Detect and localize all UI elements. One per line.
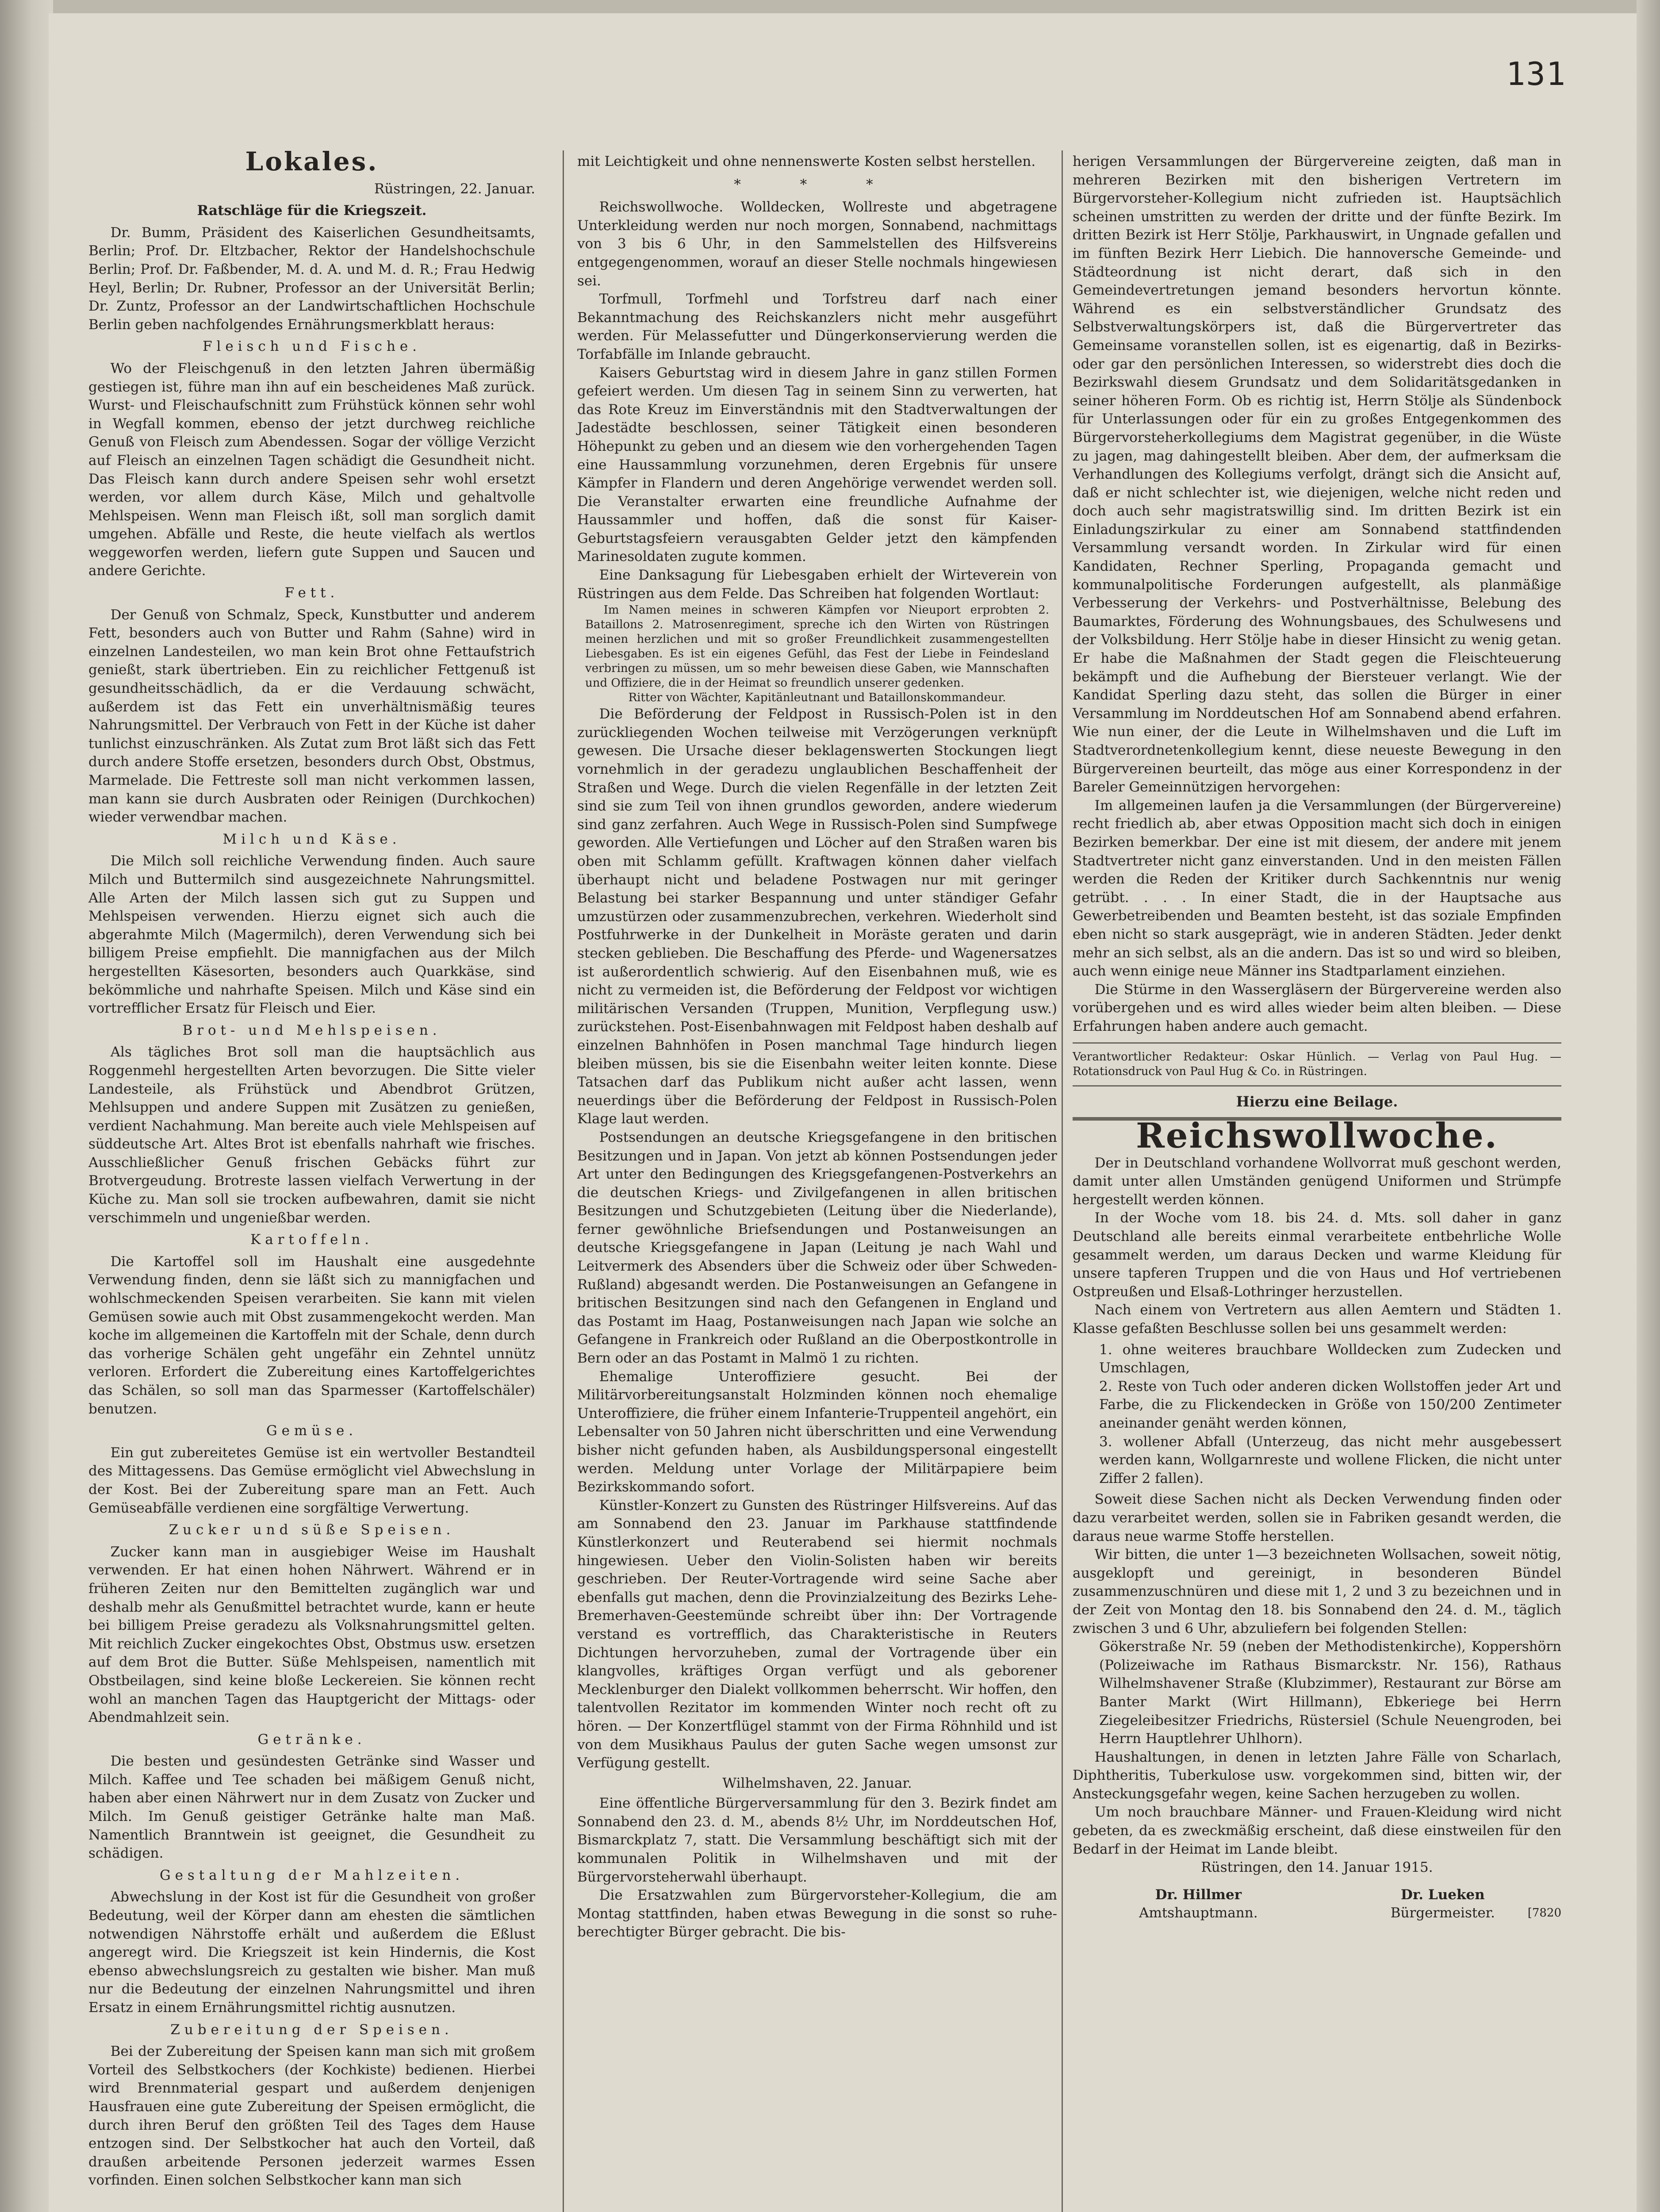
paragraph-fleisch: Wo der Fleischgenuß in den letzten Jahren übermäßig gestiegen ist, führe man ihn auf ein bescheidenes Maß zurück. Wurst- und Fleischaufschnitt zum Frühstück können sehr wohl in Wegfall kommen, ebenso der jetzt durchweg reichliche Genuß von Fleisch zum Abendessen. Sogar der völlige Verzicht auf Fleisch an einzelnen Tagen schädigt die Gesundheit nicht. Das Fleisch kann durch andere Speisen sehr wohl ersetzt werden, vor allem durch Käse, Milch und gehaltvolle Mehlspeisen. Wenn man Fleisch ißt, soll man sorglich damit umgehen. Abfälle und Reste, die heute vielfach als wertlos weggeworfen werden, liefern gute Suppen und Saucen und andere Gerichte.	[88, 360, 535, 579]
paragraph-reichswollwoche: Reichswollwoche. Wolldecken, Wollreste und abgetragene Unterkleidung werden nur noch morgen, Sonnabend, nachmittags von 3 bis 6 Uhr, in den Sammelstellen des Hilfsvereins entgegengenommen, worauf an dieser Stelle nochmals hingewiesen sei.	[577, 199, 1057, 289]
subheading-brot: Brot- und Mehlspeisen.	[182, 1022, 441, 1038]
ad-list-item: 2. Reste von Tuch oder anderen dicken Wollstoffen jeder Art und Farbe, die zu Flickendecken in Größe von 150/200 Zentimeter aneinander genäht werden können,	[1099, 1378, 1561, 1431]
signature-role: Amtshauptmann.	[1139, 1905, 1258, 1921]
ad-paragraph: Nach einem von Vertretern aus allen Aemtern und Städten 1. Klasse gefaßten Beschlusse sollen bei uns gesammelt werden:	[1073, 1302, 1561, 1337]
supplement-note: Hierzu eine Beilage.	[1236, 1093, 1398, 1110]
ad-date: Rüstringen, den 14. Januar 1915.	[1201, 1859, 1433, 1876]
paragraph-kuenstler-konzert: Künstler-Konzert zu Gunsten des Rüstringer Hilfsvereins. Auf das am Sonnabend den 23. Januar im Parkhause stattfindende Künstlerkonzert und Reuterabend sei hiermit nochmals hingewiesen. Ueber den Violin-Solisten haben wir bereits geschrieben. Der Reuter-Vortragende wird seine Sache aber ebenfalls gut machen, denn die Provinzialzeitung des Bezirks Lehe-Bremerhaven-Geestemünde schreibt über ihn: Der Vortragende verstand es vortrefflich, das Charakteristische in Reuters Dichtungen hervorzuheben, zumal der Vortragende über ein klangvolles, kräftiges Organ verfügt und als geborener Mecklenburger den Dialekt vollkommen beherrscht. Wir hoffen, den talentvollen Rezitator im kommenden Winter noch recht oft zu hören. — Der Konzertflügel stammt von der Firma Röhnhild und ist von dem Musikhaus Paulus der guten Sache wegen umsonst zur Verfügung gestellt.	[577, 1497, 1057, 1771]
dateline-wilhelmshaven: Wilhelmshaven, 22. Januar.	[722, 1775, 912, 1791]
ad-paragraph: Haushaltungen, in denen in letzten Jahre Fälle von Scharlach, Diphtheritis, Tuberkulose usw. vorgekommen sind, bitten wir, der Ansteckungsgefahr wegen, keine Sachen herzugeben zu wollen.	[1073, 1749, 1561, 1802]
advertisement	[1073, 1116, 1561, 1923]
page-number: 131	[1506, 55, 1567, 92]
signature-block	[1391, 1886, 1495, 1923]
paragraph-buergerversammlung: Eine öffentliche Bürgerversammlung für den 3. Bezirk findet am Sonnabend den 23. d. M., abends 8½ Uhr, im Norddeutschen Hof, Bismarckplatz 7, statt. Die Versammlung beschäftigt sich mit der kommunalen Politik in Wilhelmshaven und mit der Bürgervorsteherwahl überhaupt.	[577, 1795, 1057, 1885]
section-heading: Lokales.	[245, 146, 379, 177]
signature-block	[1139, 1886, 1258, 1923]
paragraph-brot: Als tägliches Brot soll man die hauptsächlich aus Roggenmehl hergestellten Arten bevorzugen. Die Sitte vieler Landesteile, als Frühstück und Abendbrot Grützen, Mehlsuppen und andere Suppen mit Zusätzen zu genießen, verdient Nachahmung. Man bereite auch viele Mehlspeisen auf süddeutsche Art. Altes Brot ist ebenfalls nahrhaft wie frisches. Ausschließlicher Genuß frischen Gebäcks führt zur Brotvergeudung. Brotreste lassen vielfach Verwertung in der Küche zu. Man soll sie trocken aufbewahren, damit sie nicht verschimmeln und ungenießbar werden.	[88, 1044, 535, 1226]
paragraph-postsendungen: Postsendungen an deutsche Kriegsgefangene in den britischen Besitzungen und in Japan. Von jetzt ab können Postsendungen jeder Art unter den Bedingungen des Kriegsgefangenen-Postverkehrs an die deutschen Kriegs- und Zivilgefangenen in allen britischen Besitzungen und Schutzgebieten (Leitung über die Niederlande), ferner gewöhnliche Briefsendungen und Postanweisungen an deutsche Kriegsgefangene in Japan (Leitung je nach Wahl und Leitvermerk des Absenders über die Schweiz oder über Schweden-Rußland) abgesandt werden. Die Postanweisungen an Gefangene in britischen Besitzungen sind nach den Gefangenen in England und das Postamt im Haag, Postanweisungen nach Japan wie solche an Gefangene in Frankreich oder Rußland an die Oberpostkontrolle in Bern oder an das Postamt in Malmö 1 zu richten.	[577, 1129, 1057, 1367]
subheading-fleisch: Fleisch und Fische.	[203, 338, 421, 355]
paragraph-continued: mit Leichtigkeit und ohne nennenswerte Kosten selbst herstellen.	[577, 154, 1036, 169]
dateline: Rüstringen, 22. Januar.	[374, 180, 535, 197]
signature-name: Dr. Hillmer	[1155, 1886, 1242, 1903]
paragraph-feldpost: Die Beförderung der Feldpost in Russisch-Polen ist in den zurückliegenden Wochen teilweise mit Verzögerungen verknüpft gewesen. Die Ursache dieser beklagenswerten Stockungen liegt vornehmlich in der geradezu unglaublichen Beschaffenheit der Straßen und Wege. Durch die vielen Regenfälle in der letzten Zeit sind sie zum Teil von ihnen grundlos geworden, andere wiederum sind ganz zerfahren. Auch Wege in Russisch-Polen sind Sumpfwege geworden. Alle Vertiefungen und Löcher auf den Straßen waren bis oben mit Schlamm gefüllt. Kraftwagen können daher vielfach überhaupt nicht und beladene Postwagen nur mit geringer Belastung bei starker Bespannung und unter ständiger Gefahr umzustürzen oder zusammenzubrechen, verkehren. Wiederholt sind Postfuhrwerke in der Dunkelheit in Moräste geraten und darin stecken geblieben. Die Beschaffung des Pferde- und Wagenersatzes ist außerordentlich schwierig. Auf den Eisenbahnen muß, wie es nicht zu vermeiden ist, die Beförderung der Feldpost vor wichtigen militärischen Versanden (Truppen, Munition, Verpflegung usw.) zurückstehen. Post-Eisenbahnwagen mit Feldpost haben deshalb auf einzelnen Bahnhöfen in Posen manchmal Tage hindurch liegen bleiben müssen, bis sie die Eisenbahn weiter leiten konnte. Diese Tatsachen darf das Publikum nicht außer acht lassen, wenn neuerdings über die Beförderung der Feldpost in Russisch-Polen Klage laut werden.	[577, 706, 1057, 1127]
imprint: Verantwortlicher Redakteur: Oskar Hünlich. — Verlag von Paul Hug. — Rotationsdruck von Paul Hug & Co. in Rüstringen.	[1073, 1050, 1561, 1078]
paragraph-kartoffeln: Die Kartoffel soll im Haushalt eine ausgedehnte Verwendung finden, denn sie läßt sich zu mannigfachen und wohlschmeckenden Speisen verarbeiten. Sie kann mit vielen Gemüsen sowie auch mit Obst zusammengekocht werden. Man koche im allgemeinen die Kartoffeln mit der Schale, denn durch das vorherige Schälen geht ungefähr ein Zehntel unnütz verloren. Erfordert die Zubereitung eines Kartoffelgerichtes das Schälen, so soll man das Sparmesser (Kartoffelschäler) benutzen.	[88, 1253, 535, 1417]
ad-list	[1099, 1341, 1561, 1488]
ad-paragraph: Der in Deutschland vorhandene Wollvorrat muß geschont werden, damit unter allen Umständen genügend Uniformen und Strümpfe hergestellt werden können.	[1073, 1155, 1561, 1208]
paragraph-kaisers-geburtstag: Kaisers Geburtstag wird in diesem Jahre in ganz stillen Formen gefeiert werden. Um diesen Tag in seinem Sinn zu verwerten, hat das Rote Kreuz im Einverständnis mit den Stadtverwaltungen der Jadestädte beschlossen, seiner Tätigkeit einen besonderen Höhepunkt zu geben und an diesem wie den vorhergehenden Tagen eine Haussammlung vorzunehmen, deren Ergebnis für unsere Kämpfer in Flandern und deren Angehörige verwendet werden soll. Die Veranstalter erwarten eine freundliche Aufnahme der Haussammler und hoffen, daß die sonst für Kaiser-Geburtstagsfeiern verausgabten Gelder jetzt den kämpfenden Marinesoldaten zugute kommen.	[577, 365, 1057, 565]
paragraph-torf: Torfmull, Torfmehl und Torfstreu darf nach einer Bekanntmachung des Reichskanzlers nicht mehr ausgeführt werden. Für Melassefutter und Düngerkonservierung werden die Torfabfälle im Inlande gebraucht.	[577, 291, 1057, 362]
column-rule-1	[563, 150, 564, 2212]
paragraph-milch: Die Milch soll reichliche Verwendung finden. Auch saure Milch und Buttermilch sind ausgezeichnete Nahrungsmittel. Alle Arten der Milch lassen sich gut zu Suppen und Mehlspeisen verwenden. Hierzu eignet sich auch die abgerahmte Milch (Magermilch), deren Verwendung sich bei billigem Preise empfiehlt. Die mannigfachen aus der Milch hergestellten Käsesorten, besonders auch Quarkkäse, sind bekömmliche und nahrhafte Speisen. Milch und Käse sind ein vortrefflicher Ersatz für Fleisch und Eier.	[88, 853, 535, 1017]
subheading-kartoffeln: Kartoffeln.	[250, 1232, 373, 1248]
ad-title: Reichswollwoche.	[1136, 1116, 1498, 1156]
paragraph-continued: herigen Versammlungen der Bürgervereine zeigten, daß man in mehreren Bezirken mit den bisherigen Vertretern im Bürgervorsteher-Kollegium nicht zufrieden ist. Hauptsächlich scheinen umstritten zu werden der dritte und der fünfte Bezirk. Im dritten Bezirk ist Herr Stölje, Parkhauswirt, in Ungnade gefallen und im fünften Bezirk Herr Liebich. Die hannoversche Gemeinde- und Städteordnung ist nicht derart, daß sich in den Gemeindevertretungen jemand besonders hervortun könnte. Während es ein selbstverständlicher Grundsatz des Selbstverwaltungskörpers ist, daß die Bürgervertreter das Gemeinsame voranstellen sollen, ist es eigenartig, daß in Bezirks- oder gar den persönlichen Interessen, so widerstrebt dies doch die Bezirkswahl diesem Grundsatz und dem Solidaritätsgedanken in seiner höheren Form. Ob es richtig ist, Herrn Stölje als Sündenbock für Unterlassungen oder für ein zu großes Entgegenkommen des Bürgervorsteherkollegiums dem Magistrat gegenüber, in die Wüste zu jagen, mag dahingestellt bleiben. Aber dem, der aufmerksam die Verhandlungen des Kollegiums verfolgt, drängt sich die Ansicht auf, daß er nicht schlechter ist, wie diejenigen, welche nicht reden und doch auch sehr magistratswillig sind. Im dritten Bezirk ist ein Einladungszirkular zu einer am Sonnabend stattfindenden Versammlung versandt worden. In Zirkular wird für einen Kandidaten, Rechner Sperling, Propaganda gemacht und kommunalpolitische Forderungen aufgestellt, als planmäßige Verbesserung der Verkehrs- und Postverhältnisse, Belebung des Baumarktes, Förderung des Wohnungsbaues, des Schulwesens und der Volksbildung. Herr Stölje habe in dieser Hinsicht zu wenig getan. Er habe die Maßnahmen der Stadt gegen die Fleischteuerung bekämpft und die Aufhebung der Biersteuer verlangt. Wie der Kandidat Sperling dazu steht, das sollen die Bürger in einer Versammlung im Norddeutschen Hof am Sonnabend abend erfahren. Wie nun einer, der die Leute in Wilhelmshaven und die Luft im Stadtverordnetenkollegium kennt, diese neueste Bewegung in den Bürgervereinen beurteilt, das möge aus einer Korrespondenz in der Bareler Gemeinnützigen hervorgehen:	[1073, 154, 1561, 795]
signature-role: Bürgermeister.	[1390, 1905, 1495, 1921]
book-spine	[0, 0, 53, 2212]
subheading-zubereitung: Zubereitung der Speisen.	[170, 2021, 453, 2038]
paragraph-ersatzwahlen: Die Ersatzwahlen zum Bürgervorsteher-Kollegium, die am Montag stattfinden, haben etwas Bewegung in die sonst so ruhe-berechtigter Bürger gebracht. Die bis-	[577, 1887, 1057, 1940]
subheading-fett: Fett.	[284, 585, 339, 601]
ad-paragraph: Soweit diese Sachen nicht als Decken Verwendung finden oder dazu verarbeitet werden, sollen sie in Fabriken gesandt werden, die daraus neue warme Stoffe herstellen.	[1073, 1491, 1561, 1544]
subheading-milch: Milch und Käse.	[222, 831, 401, 847]
divider	[1073, 1085, 1561, 1087]
divider	[1073, 1042, 1561, 1044]
column-3	[1073, 153, 1561, 1923]
column-2	[577, 153, 1057, 1942]
article-intro: Dr. Bumm, Präsident des Kaiserlichen Gesundheitsamts, Berlin; Prof. Dr. Eltzbacher, Rektor der Handelshochschule Berlin; Prof. Dr. Faßbender, M. d. A. und M. d. R.; Frau Hedwig Heyl, Berlin; Dr. Rubner, Professor an der Universität Berlin; Dr. Zuntz, Professor an der Landwirtschaftlichen Hochschule Berlin geben nachfolgendes Ernährungsmerkblatt heraus:	[88, 224, 535, 333]
paragraph-unteroffiziere: Ehemalige Unteroffiziere gesucht. Bei der Militärvorbereitungsanstalt Holzminden können noch ehemalige Unteroffiziere, die früher einem Infanterie-Truppenteil angehört, ein Lebensalter von 50 Jahren nicht überschritten und eine Verwendung bisher nicht gefunden haben, als Ausbildungspersonal eingestellt werden. Meldung unter Vorlage der Militärpapiere beim Bezirkskommando sofort.	[577, 1368, 1057, 1495]
paragraph-stuerme: Die Stürme in den Wassergläsern der Bürgervereine werden also vorübergehen und es wird alles wieder beim alten bleiben. — Diese Erfahrungen haben andere auch gemacht.	[1073, 981, 1561, 1034]
subheading-gestaltung: Gestaltung der Mahlzeiten.	[159, 1867, 464, 1883]
ad-paragraph: In der Woche vom 18. bis 24. d. Mts. soll daher in ganz Deutschland alle bereits einmal verarbeitete entbehrliche Wolle gesammelt werden, um daraus Decken und warme Kleidung für unsere tapferen Truppen und die von Haus und Hof vertriebenen Ostpreußen und Elsaß-Lothringer herzustellen.	[1073, 1210, 1561, 1300]
paragraph-danksagung: Eine Danksagung für Liebesgaben erhielt der Wirteverein von Rüstringen aus dem Felde. Das Schreiben hat folgenden Wortlaut:	[577, 567, 1057, 602]
subheading-zucker: Zucker und süße Speisen.	[169, 1522, 455, 1538]
subheading-getraenke: Getränke.	[257, 1731, 366, 1747]
paragraph-gestaltung: Abwechslung in der Kost ist für die Gesundheit von großer Bedeutung, weil der Körper dann am ehesten die sämtlichen notwendigen Nährstoffe erhält und außerdem die Eßlust angeregt wird. Die Kriegszeit ist kein Hindernis, die Kost ebenso abwechslungsreich zu gestalten wie bisher. Man muß nur die Bedeutung der einzelnen Nahrungsmittel und ihren Ersatz in einem Ernährungsmittel richtig ausnutzen.	[88, 1889, 535, 2016]
signature-name: Dr. Lueken	[1400, 1886, 1485, 1903]
paragraph-gemuese: Ein gut zubereitetes Gemüse ist ein wertvoller Bestandteil des Mittagessens. Das Gemüse ermöglicht viel Abwechslung in der Kost. Bei der Zubereitung spare man an Fett. Auch Gemüseabfälle verdienen eine sorgfältige Verwertung.	[88, 1444, 535, 1516]
article-title: Ratschläge für die Kriegszeit.	[197, 203, 427, 219]
ad-list-item: 1. ohne weiteres brauchbare Wolldecken zum Zudecken und Umschlagen,	[1099, 1341, 1561, 1376]
page-edge	[1637, 0, 1660, 2212]
paragraph-zucker: Zucker kann man in ausgiebiger Weise im Haushalt verwenden. Er hat einen hohen Nährwert. Während er in früheren Zeiten nur den Bemittelten zugänglich war und deshalb mehr als Genußmittel betrachtet wurde, kann er heute bei billigem Preise geradezu als Volksnahrungsmittel gelten. Mit reichlich Zucker eingekochtes Obst, Obstmus usw. ersetzen auf dem Brot die Butter. Süße Mehlspeisen, namentlich mit Obstbeilagen, sind keine bloße Leckereien. Sie können recht wohl an manchen Tagen das Hauptgericht der Mittags- oder Abendmahlzeit sein.	[88, 1544, 535, 1726]
separator-stars: * * *	[734, 176, 901, 192]
ad-collection-points: Gökerstraße Nr. 59 (neben der Methodistenkirche), Koppershörn (Polizeiwache im Rathaus Bismarckstr. Nr. 156), Rathaus Wilhelmshavener Straße (Klubzimmer), Restaurant zur Börse am Banter Markt (Wirt Hillmann), Ebkeriege bei Herrn Ziegeleibesitzer Friedrichs, Rüstersiel (Schule Neuengroden, bei Herrn Hauptlehrer Uhlhorn).	[1099, 1639, 1561, 1747]
column-rule-2	[1062, 150, 1063, 2212]
paragraph-quote: Im allgemeinen laufen ja die Versammlungen (der Bürgervereine) recht friedlich ab, aber etwas Opposition macht sich doch in einigen Bezirken bemerkbar. Der eine ist mit diesem, der andere mit jenem Stadtvertreter nicht ganz einverstanden. Und in den meisten Fällen werden die Reden der Kritiker durch Sachkenntnis nur wenig getrübt. . . . In einer Stadt, die in der Hauptsache aus Gewerbetreibenden und Beamten besteht, ist das soziale Empfinden eben nicht so stark ausgeprägt, wie in anderen Städten. Jeder denkt mehr an sich selbst, als an die andern. Das ist so und wird so bleiben, auch wenn einige neue Männer ins Stadtparlament einziehen.	[1073, 797, 1561, 979]
ad-list-item: 3. wollener Abfall (Unterzeug, das nicht mehr ausgebessert werden kann, Wollgarnreste und wollene Flicken, die nicht unter Ziffer 2 fallen).	[1099, 1433, 1561, 1486]
ad-paragraph: Wir bitten, die unter 1—3 bezeichneten Wollsachen, soweit nötig, ausgeklopft und gereinigt, in besonderen Bündel zusammenzuschnüren und diese mit 1, 2 und 3 zu bezeichnen und in der Zeit von Montag den 18. bis Sonnabend den 24. d. M., täglich zwischen 3 und 6 Uhr, abzuliefern bei folgenden Stellen:	[1073, 1547, 1561, 1636]
paragraph-getraenke: Die besten und gesündesten Getränke sind Wasser und Milch. Kaffee und Tee schaden bei mäßigem Genuß nicht, haben aber einen Nährwert nur in dem Zusatz von Zucker und Milch. Im Genuß geistiger Getränke halte man Maß. Namentlich Branntwein ist geeignet, die Gesundheit zu schädigen.	[88, 1753, 535, 1862]
letter-signature: Ritter von Wächter, Kapitänleutnant und Bataillonskommandeur.	[628, 691, 1006, 705]
quoted-letter: Im Namen meines in schweren Kämpfen vor Nieuport erprobten 2. Bataillons 2. Matrosenregiment, spreche ich den Wirten von Rüstringen meinen herzlichen und mit so großer Freundlichkeit zusammengestellten Liebesgaben. Es ist ein eigenes Gefühl, das Fest der Liebe in Feindesland verbringen zu müssen, um so mehr beweisen diese Gaben, wie Mannschaften und Offiziere, die in der Heimat so freundlich unserer gedenken.	[585, 603, 1049, 690]
ad-paragraph: Um noch brauchbare Männer- und Frauen-Kleidung wird nicht gebeten, da es zweckmäßig erscheint, daß diese einstweilen für den Bedarf in der Heimat im Lande bleibt.	[1073, 1804, 1561, 1857]
paragraph-zubereitung: Bei der Zubereitung der Speisen kann man sich mit großem Vorteil des Selbstkochers (der Kochkiste) bedienen. Hierbei wird Brennmaterial gespart und außerdem denjenigen Hausfrauen eine gute Zubereitung der Speisen ermöglicht, die durch ihren Beruf den größten Teil des Tages dem Hause entzogen sind. Der Selbstkocher hat auch den Vorteil, daß draußen arbeitende Personen jederzeit warmes Essen vorfinden. Einen solchen Selbstkocher kann man sich	[88, 2043, 535, 2189]
subheading-gemuese: Gemüse.	[266, 1423, 358, 1439]
column-1	[88, 146, 535, 2190]
ad-signatures	[1073, 1886, 1561, 1923]
paragraph-fett: Der Genuß von Schmalz, Speck, Kunstbutter und anderem Fett, besonders auch von Butter und Rahm (Sahne) wird in einzelnen Landesteilen, wo man kein Brot ohne Fettaufstrich genießt, stark übertrieben. Ein zu reichlicher Fettgenuß ist gesundheitsschädlich, da er die Verdauung schwächt, außerdem ist das Fett ein unverhältnismäßig teures Nahrungsmittel. Der Verbrauch von Fett in der Küche ist daher tunlichst einzuschränken. Als Zutat zum Brot läßt sich das Fett durch andere Stoffe ersetzen, besonders durch Obst, Obstmus, Marmelade. Die Fettreste soll man nicht verkommen lassen, man kann sie durch Ausbraten oder Reinigen (Durchkochen) wieder verwendbar machen.	[88, 607, 535, 826]
ad-number: [7820	[1527, 1906, 1561, 1920]
